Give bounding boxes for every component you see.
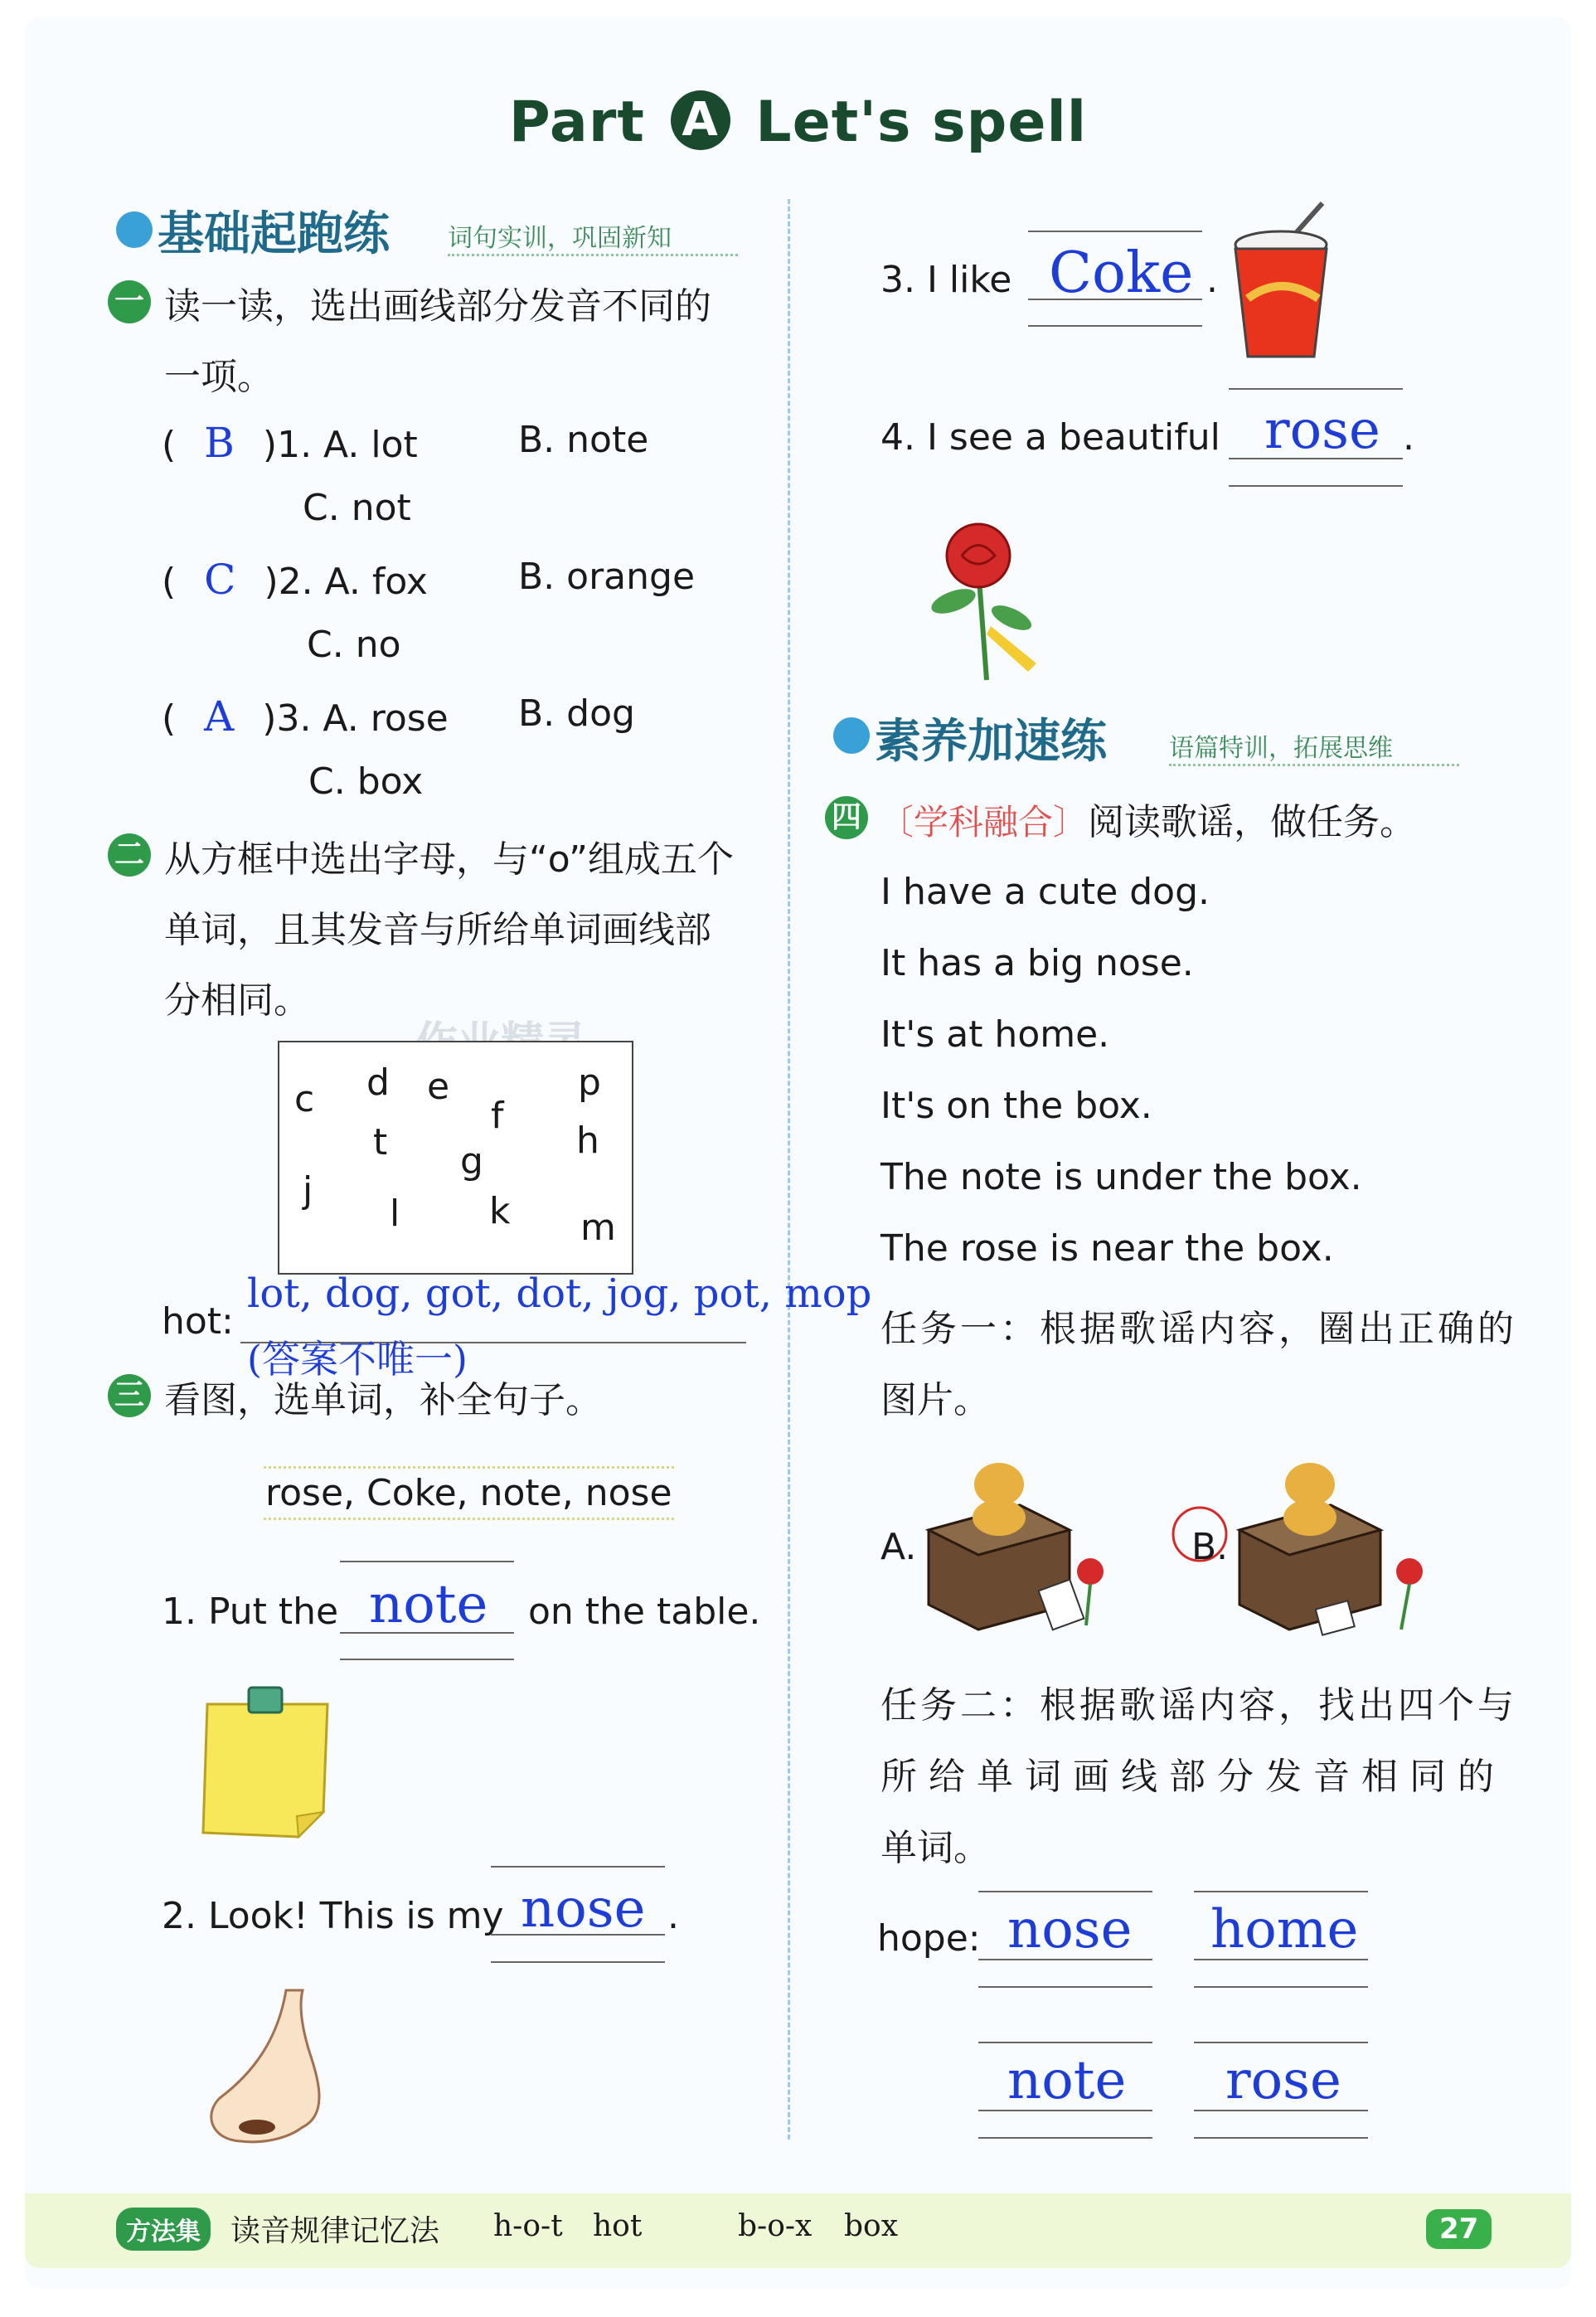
q3-s3-answer[interactable]: Coke xyxy=(1049,240,1194,306)
option-a-image[interactable] xyxy=(920,1439,1119,1638)
q4-answer-1[interactable]: nose xyxy=(1007,1899,1133,1960)
footer-ex2-word: box xyxy=(844,2209,899,2243)
q1-item-2: ( C )2. A. fox xyxy=(162,556,428,604)
poem-line-4: It's on the box. xyxy=(880,1085,1152,1127)
sticky-note-icon xyxy=(191,1679,340,1845)
q3-s4-post: . xyxy=(1403,416,1414,459)
poem-line-6: The rose is near the box. xyxy=(880,1227,1334,1270)
q4-ans2-line-bottom xyxy=(1194,1986,1368,1988)
q2-prompt: hot: xyxy=(162,1300,234,1343)
q1-item-1-answer[interactable]: B xyxy=(204,419,235,467)
q4-header xyxy=(879,792,1416,845)
q4-ans2-line-top xyxy=(1194,1891,1368,1892)
q4-ans4-line-bottom xyxy=(1194,2137,1368,2139)
q2-instruction-line1: 从方框中选出字母，与“o”组成五个 xyxy=(164,838,734,881)
q3-s4-answer[interactable]: rose xyxy=(1264,400,1380,461)
q1-item-1: ( B )1. A. lot xyxy=(162,419,418,467)
q3-word-bank: rose, Coke, note, nose xyxy=(264,1466,674,1520)
q4-ans1-line-mid xyxy=(978,1959,1152,1960)
q1-item-1-option-c: C. not xyxy=(303,487,411,529)
letter-p: p xyxy=(578,1061,601,1104)
task2-line1: 任务二：根据歌谣内容，找出四个与 xyxy=(880,1684,1517,1727)
question-number-3: 三 xyxy=(108,1374,151,1417)
option-b-image[interactable] xyxy=(1231,1439,1438,1638)
footer-label: 读音规律记忆法 xyxy=(230,2214,440,2248)
section2-title: 素养加速练 xyxy=(875,715,1107,769)
q1-item-1-option-b: B. note xyxy=(518,419,649,461)
q4-answer-2[interactable]: home xyxy=(1210,1899,1359,1960)
q3-s1-answer[interactable]: note xyxy=(369,1574,488,1635)
q4-ans3-line-bottom xyxy=(978,2137,1152,2139)
letter-l: l xyxy=(390,1193,400,1235)
q2-instruction-line3: 分相同。 xyxy=(164,979,310,1022)
q3-s2-pre: 2. Look! This is my xyxy=(162,1895,504,1937)
coke-cup-icon xyxy=(1223,199,1339,365)
section1-title: 基础起跑练 xyxy=(158,207,390,261)
q4-ans3-line-top xyxy=(978,2042,1152,2043)
q4-instruction: 阅读歌谣，做任务。 xyxy=(1088,801,1417,843)
footer-badge: 方法集 xyxy=(116,2208,211,2251)
q4-answer-3[interactable]: note xyxy=(1007,2050,1127,2111)
rose-icon xyxy=(920,518,1053,684)
q3-s3-line-bottom xyxy=(1028,325,1202,327)
footer-ex2-spell: b-o-x xyxy=(738,2209,813,2243)
q1-instruction-line1: 读一读，选出画线部分发音不同的 xyxy=(164,285,711,328)
q1-item-3-answer[interactable]: A xyxy=(204,692,235,741)
letter-e: e xyxy=(427,1066,450,1108)
letter-k: k xyxy=(489,1190,511,1232)
q4-ans2-line-mid xyxy=(1194,1959,1368,1960)
q3-s1-line-bottom xyxy=(340,1659,514,1660)
page-title xyxy=(0,90,1596,155)
poem-line-3: It's at home. xyxy=(880,1013,1110,1056)
letter-h: h xyxy=(576,1120,599,1162)
q3-s2-answer[interactable]: nose xyxy=(521,1878,646,1940)
q4-tag: 〔学科融合〕 xyxy=(879,802,1089,843)
question-number-1: 一 xyxy=(108,280,151,323)
q3-s3-pre: 3. I like xyxy=(880,259,1012,301)
q3-s4-pre: 4. I see a beautiful xyxy=(880,416,1220,459)
poem-line-1: I have a cute dog. xyxy=(880,871,1210,913)
q3-s1-pre: 1. Put the xyxy=(162,1591,339,1633)
q3-s3-line-top xyxy=(1028,231,1202,232)
q3-instruction: 看图，选单词，补全句子。 xyxy=(164,1379,602,1421)
footer-ex1-word: hot xyxy=(593,2209,643,2243)
q1-instruction-line2: 一项。 xyxy=(164,356,274,398)
q1-item-2-option-c: C. no xyxy=(307,624,401,666)
question-number-4: 四 xyxy=(825,796,868,839)
poem-line-2: It has a big nose. xyxy=(880,942,1194,984)
task2-line3: 单词。 xyxy=(880,1827,990,1869)
letter-c: c xyxy=(294,1078,315,1120)
footer-ex1-spell: h-o-t xyxy=(493,2209,563,2243)
q3-s4-line-mid xyxy=(1229,458,1403,459)
section1-subtitle: 词句实训，巩固新知 xyxy=(448,217,738,256)
q4-ans4-line-top xyxy=(1194,2042,1368,2043)
q4-ans4-line-mid xyxy=(1194,2110,1368,2111)
letter-d: d xyxy=(366,1061,390,1104)
q3-s1-line-mid xyxy=(340,1632,514,1634)
q4-ans3-line-mid xyxy=(978,2110,1152,2111)
q4-ans1-line-bottom xyxy=(978,1986,1152,1988)
letter-g: g xyxy=(460,1140,483,1183)
letter-t: t xyxy=(373,1121,388,1163)
q4-answer-4[interactable]: rose xyxy=(1225,2050,1341,2111)
q3-s2-line-bottom xyxy=(491,1961,665,1963)
task1-line2: 图片。 xyxy=(880,1379,990,1421)
option-b-label[interactable]: B. xyxy=(1191,1526,1229,1568)
q3-s2-post: . xyxy=(667,1895,679,1937)
q2-answer-line1[interactable]: lot, dog, got, dot, jog, pot, mop xyxy=(247,1270,872,1317)
q1-item-3-option-b: B. dog xyxy=(518,692,635,735)
task2-line2: 所给单词画线部分发音相同的 xyxy=(880,1756,1506,1798)
q3-s3-line-mid xyxy=(1028,299,1202,300)
q3-s1-line-top xyxy=(340,1561,514,1562)
q3-s4-line-top xyxy=(1229,388,1403,390)
q1-item-2-option-b: B. orange xyxy=(518,556,696,598)
poem-line-5: The note is under the box. xyxy=(880,1156,1362,1198)
q1-item-3: ( A )3. A. rose xyxy=(162,692,449,741)
q2-instruction-line2: 单词，且其发音与所给单词画线部 xyxy=(164,909,711,951)
question-number-2: 二 xyxy=(108,833,151,877)
q3-s3-post: . xyxy=(1206,259,1218,301)
q3-s1-post: on the table. xyxy=(528,1591,761,1633)
q2-answer-line2: (答案不唯一) xyxy=(247,1337,468,1382)
rocket-icon-2 xyxy=(833,717,870,754)
q1-item-3-option-c: C. box xyxy=(308,760,424,803)
letter-j: j xyxy=(303,1169,313,1212)
letter-f: f xyxy=(491,1095,504,1137)
q4-prompt: hope: xyxy=(877,1917,981,1960)
letter-m: m xyxy=(580,1207,616,1249)
title-part: Part xyxy=(508,90,645,155)
nose-icon xyxy=(195,1982,336,2156)
q4-ans1-line-top xyxy=(978,1891,1152,1892)
section2-subtitle: 语篇特训，拓展思维 xyxy=(1169,727,1459,766)
rocket-icon xyxy=(116,211,153,248)
option-a-label[interactable]: A. xyxy=(880,1526,917,1568)
column-divider xyxy=(788,199,790,2140)
title-rest: Let's spell xyxy=(755,90,1088,155)
task1-line1: 任务一：根据歌谣内容，圈出正确的 xyxy=(880,1308,1517,1350)
q3-s2-line-top xyxy=(491,1866,665,1868)
q1-item-2-answer[interactable]: C xyxy=(204,556,236,604)
page-number: 27 xyxy=(1426,2209,1492,2249)
title-letter-badge: A xyxy=(671,90,730,150)
q3-s2-line-mid xyxy=(491,1934,665,1936)
q3-s4-line-bottom xyxy=(1229,485,1403,487)
